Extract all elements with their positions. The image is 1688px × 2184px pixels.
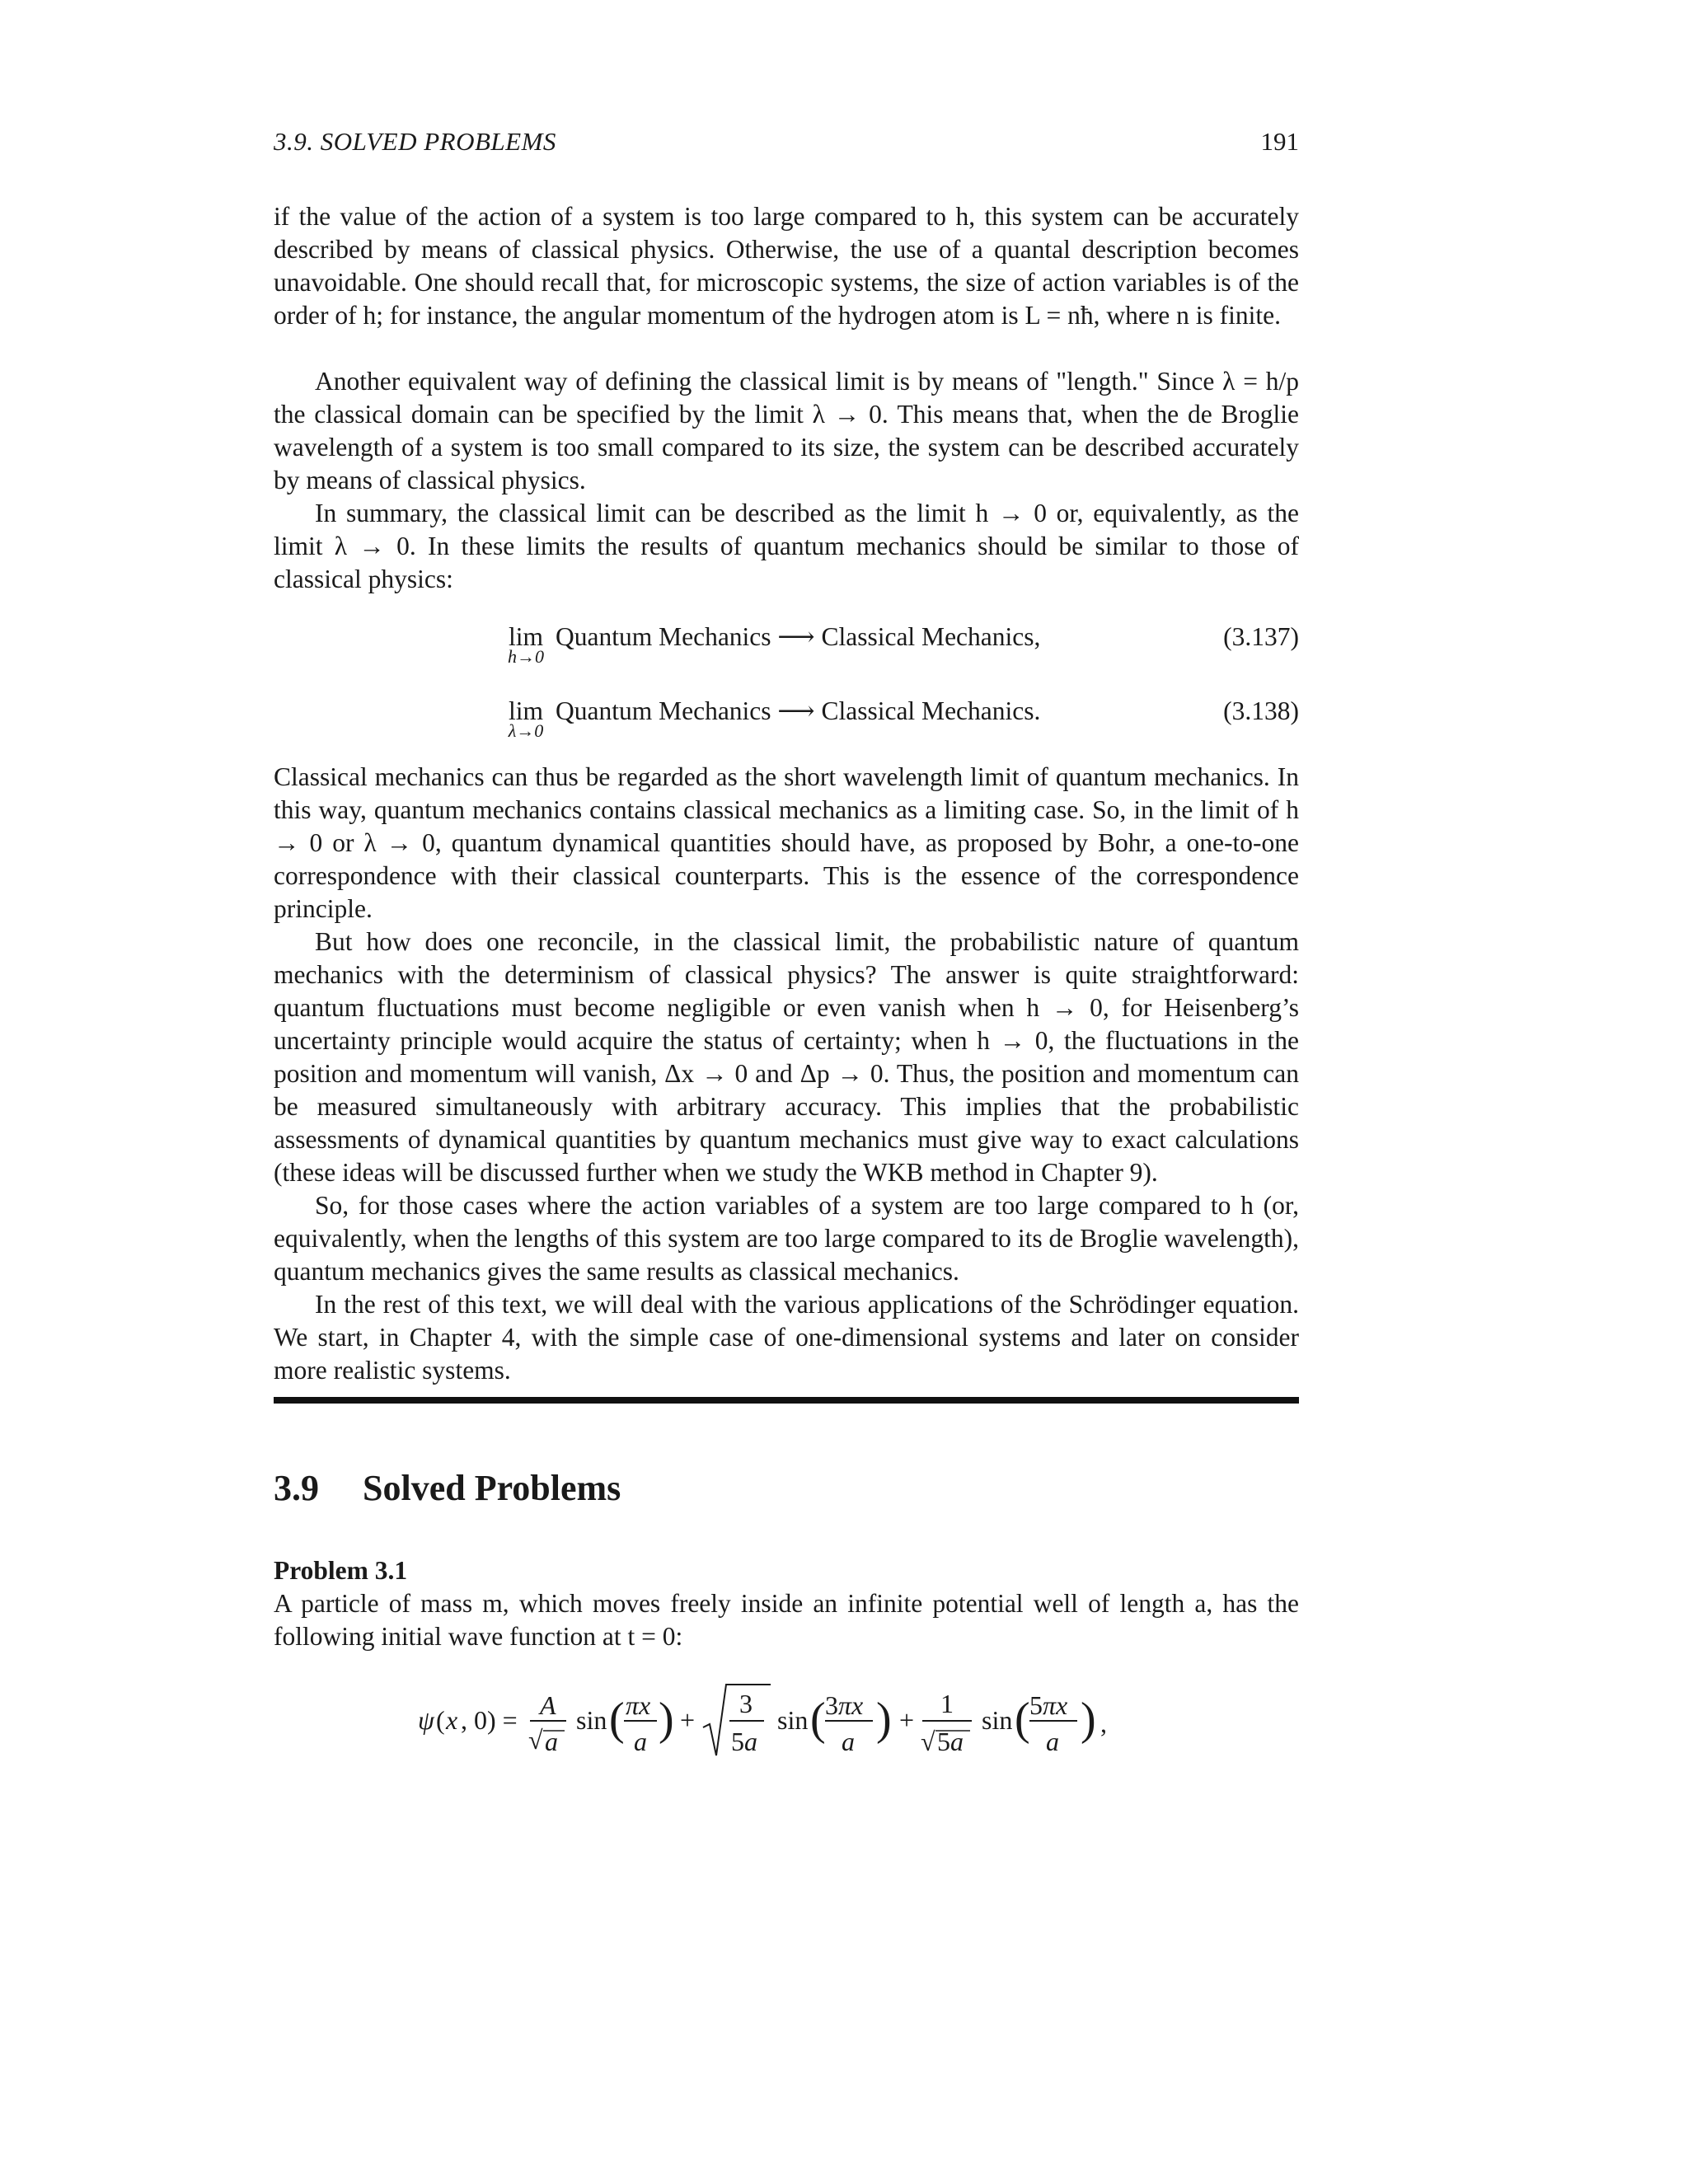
paragraph: if the value of the action of a system is too large compared to h, this system can be accurately described by means of classical physics. Otherwise, the use of a quantal description becomes unavoidable. One should recall that, for microscopic systems, the size of action variables is of the order of h; for instance, the angular momentum of the hydrogen atom is L = nħ, where n is finite. <box>274 202 1299 330</box>
running-head-title: 3.9. SOLVED PROBLEMS <box>274 127 556 156</box>
section-title: Solved Problems <box>363 1468 621 1508</box>
section-heading <box>274 1467 621 1510</box>
equation-3-137 <box>274 621 1299 667</box>
svg-text:(: ( <box>436 1705 445 1735</box>
svg-text:+: + <box>899 1705 915 1735</box>
svg-text:(: ( <box>609 1694 625 1745</box>
svg-text:5a: 5a <box>937 1727 964 1756</box>
svg-text:): ) <box>1081 1694 1096 1745</box>
svg-text:+: + <box>680 1705 696 1735</box>
limit-operator: lim <box>508 622 543 651</box>
wave-function-formula <box>418 1681 1209 1764</box>
problem-title: Problem 3.1 <box>274 1556 408 1585</box>
paragraph: In the rest of this text, we will deal with the various applications of the Schrödinger equation. We start, in Chapter 4, with the simple case of one-dimensional systems and later on consider more realistic systems. <box>274 1290 1299 1385</box>
svg-text:√: √ <box>528 1725 543 1755</box>
svg-text:): ) <box>876 1694 892 1745</box>
paragraph: Classical mechanics can thus be regarded as the short wavelength limit of quantum mechanics. In this way, quantum mechanics contains classical mechanics as a limiting case. So, in the limit of h → 0 or λ → 0, quantum dynamical quantities should have, as proposed by Bohr, a one-to-one correspondence with their classical counterparts. This is the essence of the correspondence principle. <box>274 762 1299 923</box>
svg-text:sin: sin <box>777 1705 809 1735</box>
paragraph: But how does one reconcile, in the classical limit, the probabilistic nature of quantum mechanics with the determinism of classical physics? The answer is quite straightforward: quantum fluctuations must become negligible or even vanish when h → 0, for Heisenberg’s uncertainty principle would acquire the status of certainty; when h → 0, the fluctuations in the position and momentum will vanish, Δx → 0 and Δp → 0. Thus, the position and momentum can be measured simultaneously with arbitrary accuracy. This implies that the probabilistic assessments of dynamical quantities by quantum mechanics must give way to exact calculations (these ideas will be discussed further when we study the WKB method in Chapter 9). <box>274 927 1299 1187</box>
equation-number: (3.137) <box>1223 622 1299 651</box>
section-number: 3.9 <box>274 1468 319 1508</box>
page-number: 191 <box>1260 127 1299 156</box>
body-text <box>274 200 1299 1387</box>
problem-statement: A particle of mass m, which moves freely inside an infinite potential well of length a, has the following initial wave function at t = 0: <box>274 1589 1299 1651</box>
svg-text:a: a <box>634 1727 647 1756</box>
svg-text:3πx: 3πx <box>825 1690 864 1720</box>
svg-text:a: a <box>545 1727 558 1756</box>
svg-text:): ) <box>659 1694 674 1745</box>
limit-subscript: h→0 <box>508 646 544 667</box>
svg-text:(: ( <box>1015 1694 1030 1745</box>
limit-subscript: λ→0 <box>508 720 544 741</box>
limit-operator: lim <box>508 696 543 725</box>
svg-text:5πx: 5πx <box>1029 1690 1068 1720</box>
equation-content: Quantum Mechanics ⟶ Classical Mechanics. <box>556 696 1041 725</box>
equation-content: Quantum Mechanics ⟶ Classical Mechanics, <box>556 622 1041 651</box>
problem-block <box>274 1554 1299 1653</box>
equation-3-138 <box>274 695 1299 741</box>
paragraph: In summary, the classical limit can be described as the limit h → 0 or, equivalently, as the limit λ → 0. In these limits the results of quantum mechanics should be similar to those of classical physics: <box>274 499 1299 593</box>
svg-text:,: , <box>1100 1708 1107 1738</box>
svg-text:√: √ <box>921 1727 935 1756</box>
wave-function-equation <box>418 1681 1209 1755</box>
svg-text:A: A <box>540 1690 556 1720</box>
svg-text:sin: sin <box>982 1705 1013 1735</box>
paragraph: So, for those cases where the action variables of a system are too large compared to h (or, equivalently, when the lengths of this system are too large compared to its de Broglie wavelength), quantum mechanics gives the same results as classical mechanics. <box>274 1191 1299 1286</box>
svg-text:5a: 5a <box>731 1727 757 1756</box>
svg-text:(: ( <box>810 1694 826 1745</box>
svg-text:a: a <box>842 1727 855 1756</box>
svg-text:x: x <box>446 1705 458 1735</box>
svg-text:ψ: ψ <box>418 1705 434 1735</box>
equation-number: (3.138) <box>1223 696 1299 725</box>
svg-text:3: 3 <box>739 1689 753 1718</box>
paragraph: Another equivalent way of defining the classical limit is by means of "length." Since λ = h/p the classical domain can be specified by the limit λ → 0. This means that, when the de Broglie wavelength of a system is too small compared to its size, the system can be described accurately by means of classical physics. <box>274 367 1299 494</box>
svg-text:sin: sin <box>576 1705 607 1735</box>
svg-text:a: a <box>1046 1727 1059 1756</box>
svg-text:, 0) =: , 0) = <box>461 1705 518 1735</box>
svg-text:1: 1 <box>940 1689 954 1718</box>
svg-text:πx: πx <box>626 1690 651 1720</box>
running-head <box>274 125 1299 158</box>
section-divider <box>274 1397 1299 1404</box>
